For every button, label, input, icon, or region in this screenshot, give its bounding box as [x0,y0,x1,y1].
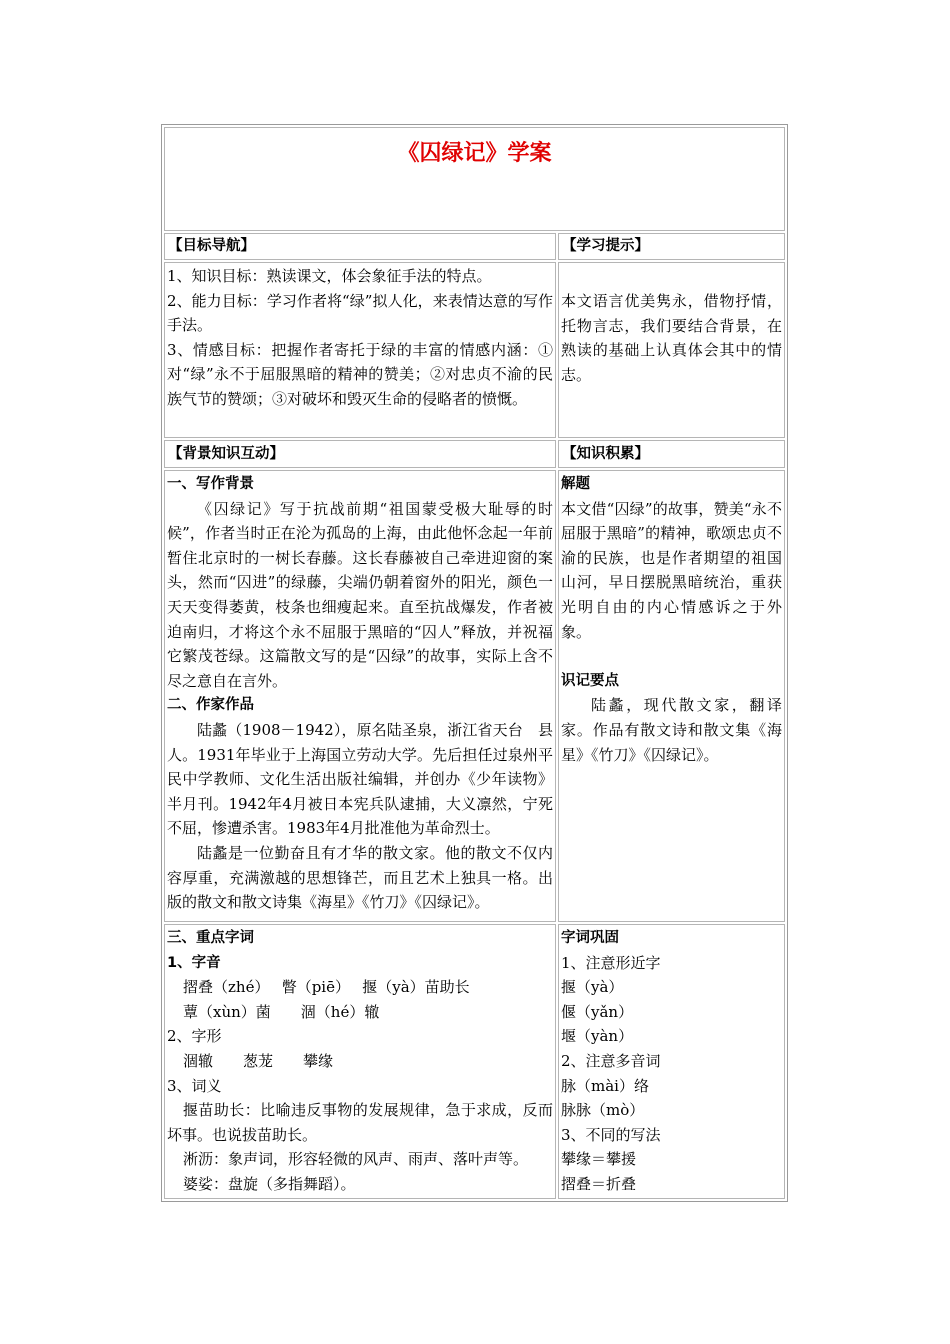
background-text: 《囚绿记》写于抗战前期“祖国蒙受极大耻辱的时候”，作者当时正在沦为孤岛的上海，由此他怀念起一年前暂住北京时的一树长春藤。这长春藤被自己牵进迎窗的案头，然而“囚进”的绿藤，尖端仍朝着窗外的阳光，颜色一天天变得萎黄，枝条也细瘦起来。直至抗战爆发，作者被迫南归，才将这个永不屈服于黑暗的“囚人”释放，并祝福它繁茂苍绿。这篇散文写的是“囚绿”的故事，实际上含不尽之意自在言外。 [167,499,553,690]
author-bio: 陆蠡（1908－1942），原名陆圣泉，浙江省天台 县人。1931年毕业于上海国立劳动大学。先后担任过泉州平民中学教师、文化生活出版社编辑，并创办《少年读物》半月刊。1942年4月被日本宪兵队逮捕，大义凛然，宁死不屈，惨遭杀害。1983年4月批准他为革命烈士。 [167,720,553,838]
goal-item: 3、情感目标：把握作者寄托于绿的丰富的情感内涵：①对“绿”永不于屈服黑暗的精神的赞美；②对忠贞不渝的民族气节的赞颂；③对破坏和毁灭生命的侵略者的愤慨。 [167,340,553,408]
consolidate-line: 1、注意形近字 [561,953,661,972]
title-cell [164,127,785,231]
spacer [561,644,782,669]
goals-cell [164,262,556,438]
consolidate-line: 2、注意多音词 [561,1051,661,1070]
words-cell [164,924,556,1199]
consolidate-line: 堰（yàn） [561,1027,634,1046]
background-cell [164,470,556,922]
section-title: 一、写作背景 [167,476,254,492]
section-title: 三、重点字词 [167,930,254,946]
word-shape-line: 涸辙 葱茏 攀缘 [183,1051,334,1070]
consolidate-title: 字词巩固 [561,930,619,946]
consolidate-line: 偃（yǎn） [561,1002,634,1021]
consolidate-line: 攀缘＝攀援 [561,1150,637,1169]
subsection-title: 2、字形 [167,1027,222,1046]
pronunciation-line: 摺叠（zhé） 瞥（piē） 揠（yà）苗助长 [183,978,470,997]
background-header: 【背景知识互动】 [164,440,556,468]
section-title: 二、作家作品 [167,697,254,714]
page-title: 《囚绿记》学案 [397,141,552,166]
accumulate-cell [558,470,785,922]
subsection-title: 3、词义 [167,1076,222,1095]
tip-header: 【学习提示】 [558,233,785,260]
consolidate-cell [558,924,785,1199]
points-title: 识记要点 [561,672,619,689]
subsection-title: 1、字音 [167,954,221,971]
consolidate-line: 揠（yà） [561,978,624,997]
goal-item: 1、知识目标：熟读课文，体会象征手法的特点。 [167,267,492,285]
tips-cell [558,262,785,438]
theme-text: 本文借“囚绿”的故事，赞美“永不屈服于黑暗”的精神，歌颂忠贞不渝的民族，也是作者期望的祖国山河，早日摆脱黑暗统治，重获光明自由的内心情感诉之于外象。 [561,499,782,641]
consolidate-line: 脉脉（mò） [561,1101,645,1120]
worksheet-table [161,124,788,1202]
accumulate-header: 【知识积累】 [558,440,785,468]
word-meaning: 揠苗助长：比喻违反事物的发展规律，急于求成，反而坏事。也说拔苗助长。 [167,1101,553,1144]
consolidate-line: 脉（mài）络 [561,1076,649,1095]
consolidate-line: 摺叠＝折叠 [561,1174,637,1193]
word-meaning: 婆娑：盘旋（多指舞蹈）。 [183,1174,356,1193]
points-text: 陆蠡，现代散文家，翻译家。作品有散文诗和散文集《海星》《竹刀》《囚绿记》。 [561,696,782,764]
goal-item: 2、能力目标：学习作者将“绿”拟人化，来表情达意的写作手法。 [167,291,553,335]
word-meaning: 淅沥：象声词，形容轻微的风声、雨声、落叶声等。 [183,1150,529,1169]
consolidate-line: 3、不同的写法 [561,1125,661,1144]
theme-title: 解题 [561,476,590,492]
tip-text: 本文语言优美隽永，借物抒情，托物言志，我们要结合背景，在熟读的基础上认真体会其中的情志。 [561,292,782,384]
author-works: 陆蠡是一位勤奋且有才华的散文家。他的散文不仅内容厚重，充满激越的思想锋芒，而且艺术上独具一格。出版的散文和散文诗集《海星》《竹刀》《囚绿记》。 [167,843,553,912]
pronunciation-line: 蕈（xùn）菌 涸（hé）辙 [183,1002,380,1021]
goal-header: 【目标导航】 [164,233,556,260]
